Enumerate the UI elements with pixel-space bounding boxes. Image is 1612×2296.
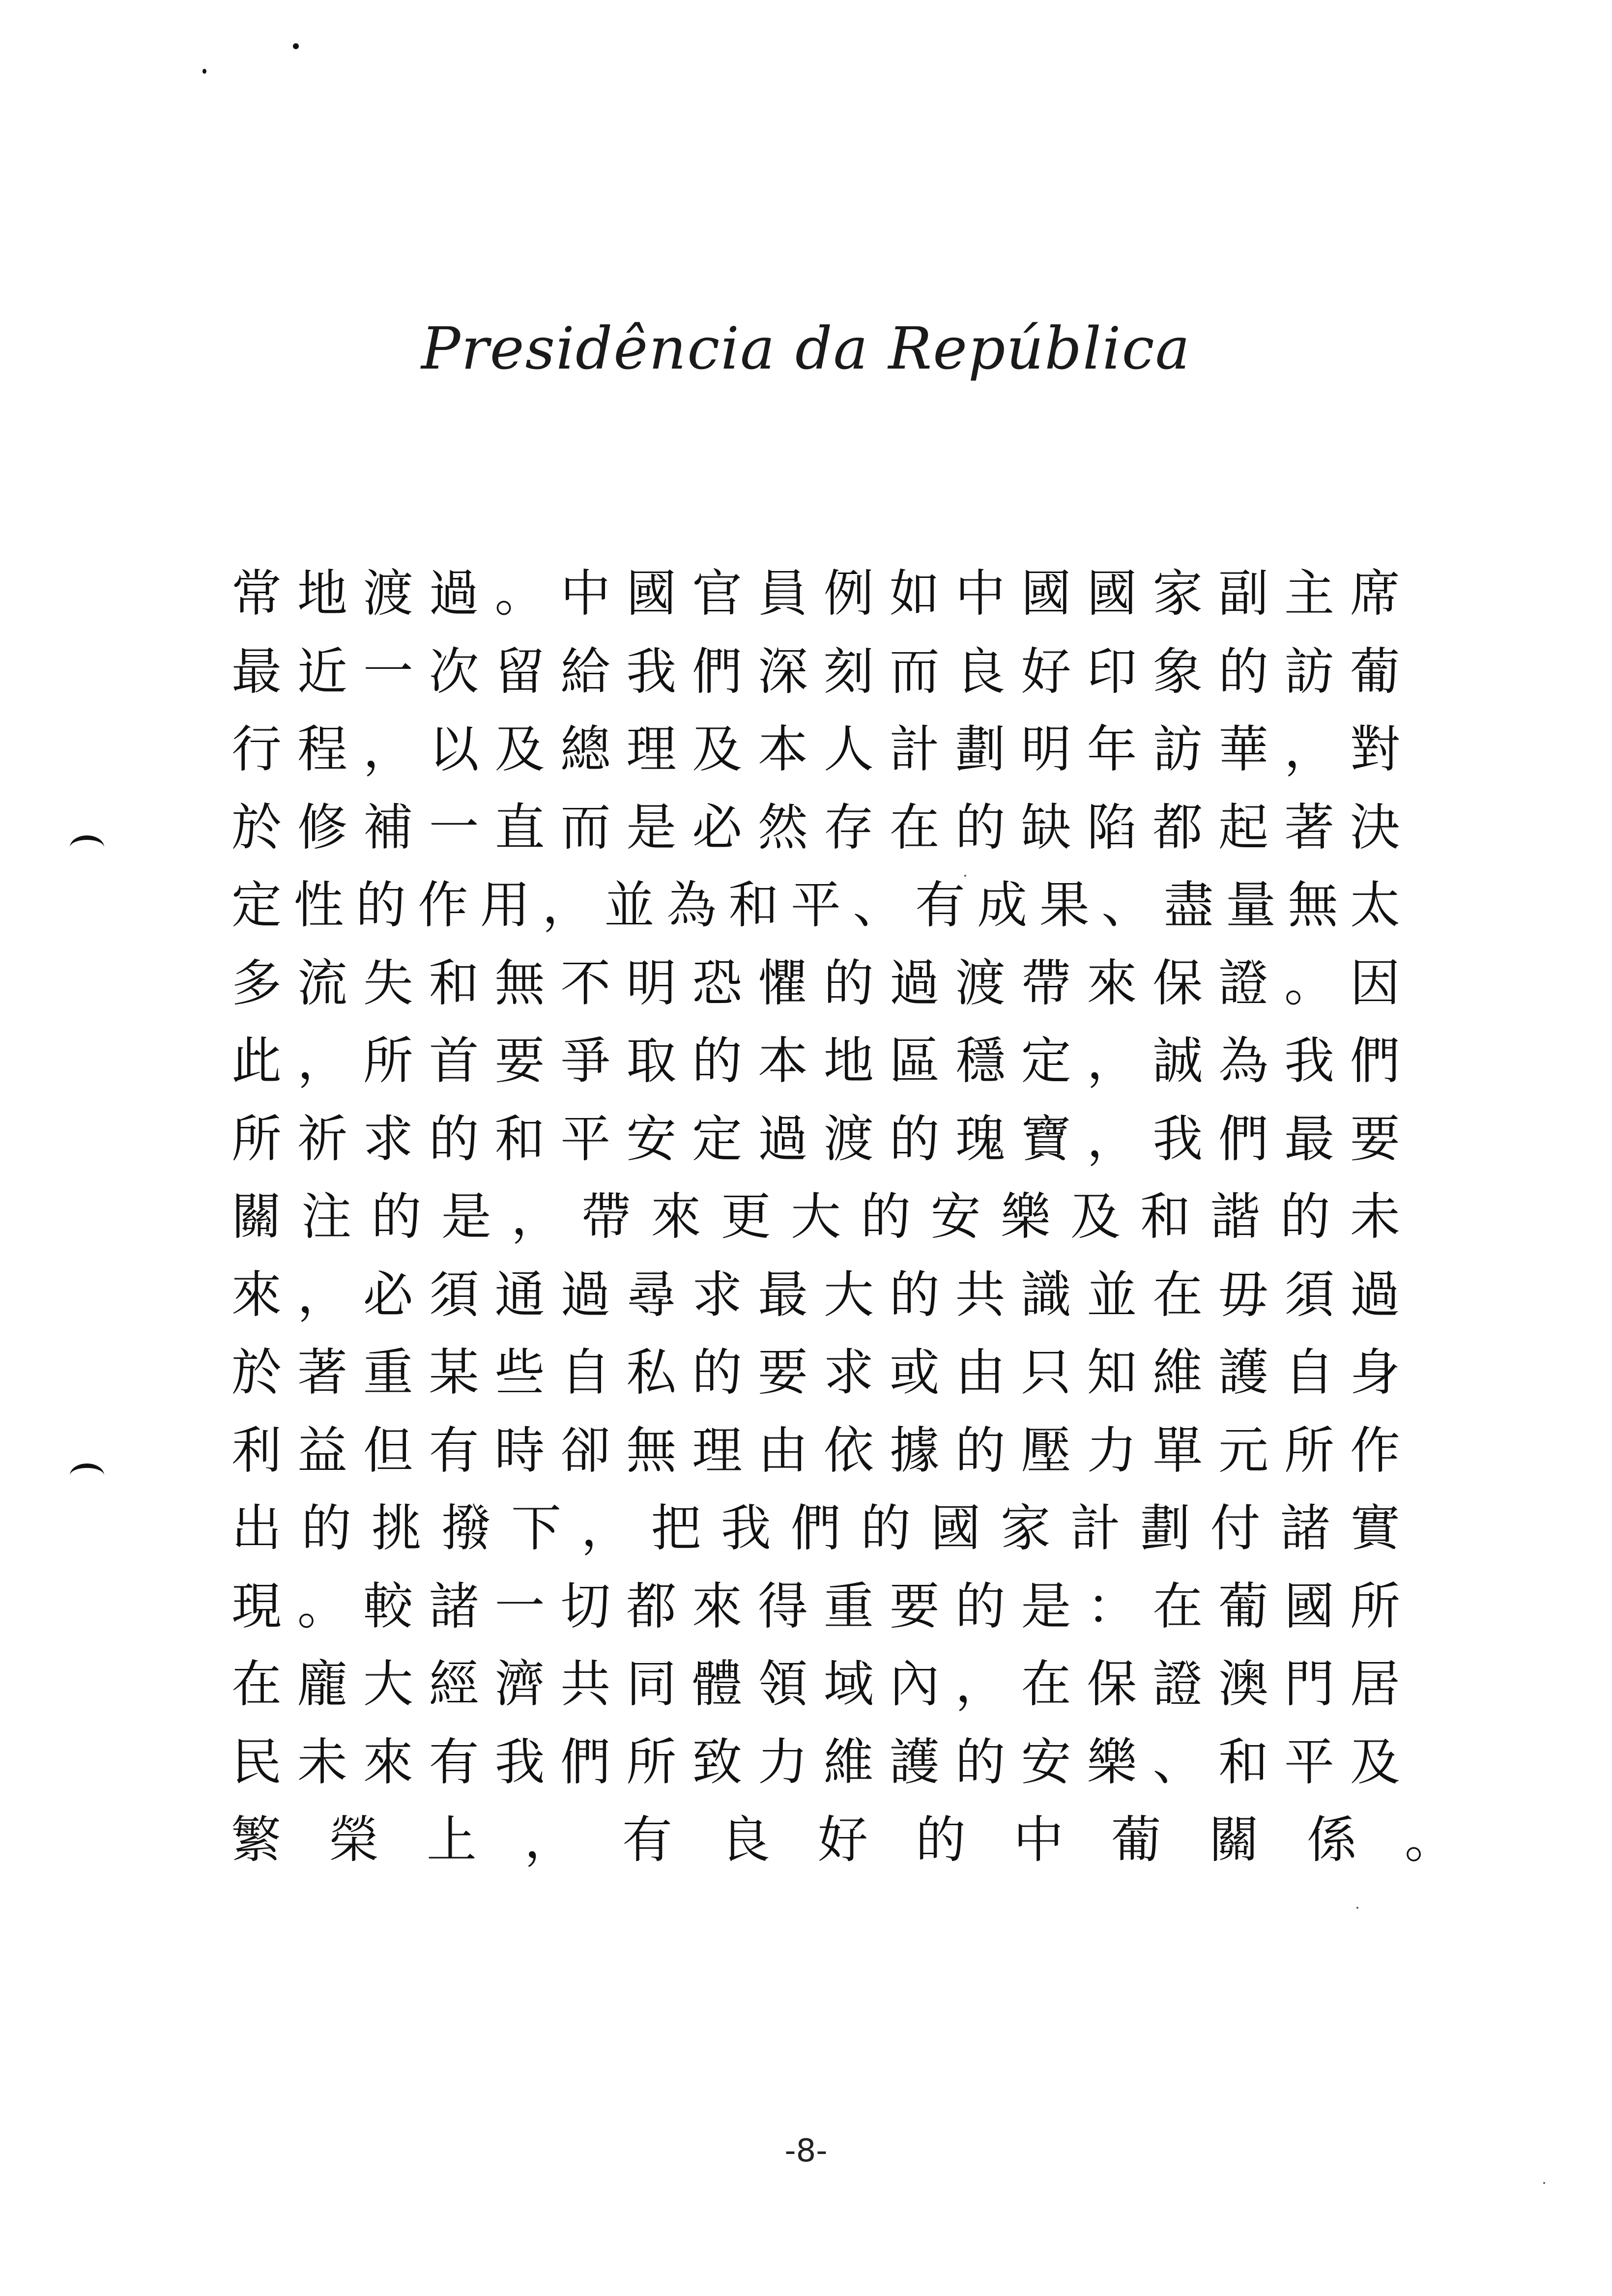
text-line: 民 未 來 有 我 們 所 致 力 維 護 的 安 樂 、 和 平 及 bbox=[231, 1733, 1400, 1792]
text-line: 關 注 的 是 ， 帶 來 更 大 的 安 樂 及 和 諧 的 未 bbox=[231, 1188, 1400, 1247]
scan-speck bbox=[202, 69, 206, 74]
text-line: 來 ， 必 須 通 過 尋 求 最 大 的 共 識 並 在 毋 須 過 bbox=[231, 1265, 1400, 1324]
page-number: -8- bbox=[784, 2133, 828, 2169]
body-paragraph bbox=[231, 555, 1455, 1880]
text-line: 行 程 ， 以 及 總 理 及 本 人 計 劃 明 年 訪 華 ， 對 bbox=[231, 720, 1400, 779]
scan-speck bbox=[1543, 2182, 1545, 2184]
text-line: 現 。 較 諸 一 切 都 來 得 重 要 的 是 ： 在 葡 國 所 bbox=[231, 1577, 1400, 1636]
text-line: 多 流 失 和 無 不 明 恐 懼 的 過 渡 帶 來 保 證 。 因 bbox=[231, 954, 1400, 1013]
text-line: 繁 榮 上 ， 有 良 好 的 中 葡 關 係 。 bbox=[231, 1811, 1455, 1870]
text-line: 定 性 的 作 用 ， 並 為 和 平 、 有 成 果 、 盡 量 無 太 bbox=[231, 876, 1400, 935]
scan-speck bbox=[1356, 1907, 1358, 1909]
letterhead-title: Presidência da República bbox=[421, 315, 1191, 382]
text-line: 所 祈 求 的 和 平 安 定 過 渡 的 瑰 寶 ， 我 們 最 要 bbox=[231, 1110, 1400, 1169]
text-line: 於 修 補 一 直 而 是 必 然 存 在 的 缺 陷 都 起 著 決 bbox=[231, 798, 1400, 857]
text-line: 出 的 挑 撥 下 ， 把 我 們 的 國 家 計 劃 付 諸 實 bbox=[231, 1499, 1400, 1558]
text-line: 利 益 但 有 時 卻 無 理 由 依 據 的 壓 力 單 元 所 作 bbox=[231, 1421, 1400, 1480]
text-line: 於 著 重 某 些 自 私 的 要 求 或 由 只 知 維 護 自 身 bbox=[231, 1344, 1400, 1403]
text-line: 最 近 一 次 留 給 我 們 深 刻 而 良 好 印 象 的 訪 葡 bbox=[231, 642, 1400, 701]
punch-hole-mark bbox=[70, 835, 104, 860]
text-line: 常 地 渡 過 。 中 國 官 員 例 如 中 國 國 家 副 主 席 bbox=[231, 565, 1400, 624]
text-line: 此 ， 所 首 要 爭 取 的 本 地 區 穩 定 ， 誠 為 我 們 bbox=[231, 1032, 1400, 1091]
scan-speck bbox=[293, 43, 299, 49]
text-line: 在 龐 大 經 濟 共 同 體 領 域 內 ， 在 保 證 澳 門 居 bbox=[231, 1655, 1400, 1714]
punch-hole-mark bbox=[70, 1464, 104, 1488]
